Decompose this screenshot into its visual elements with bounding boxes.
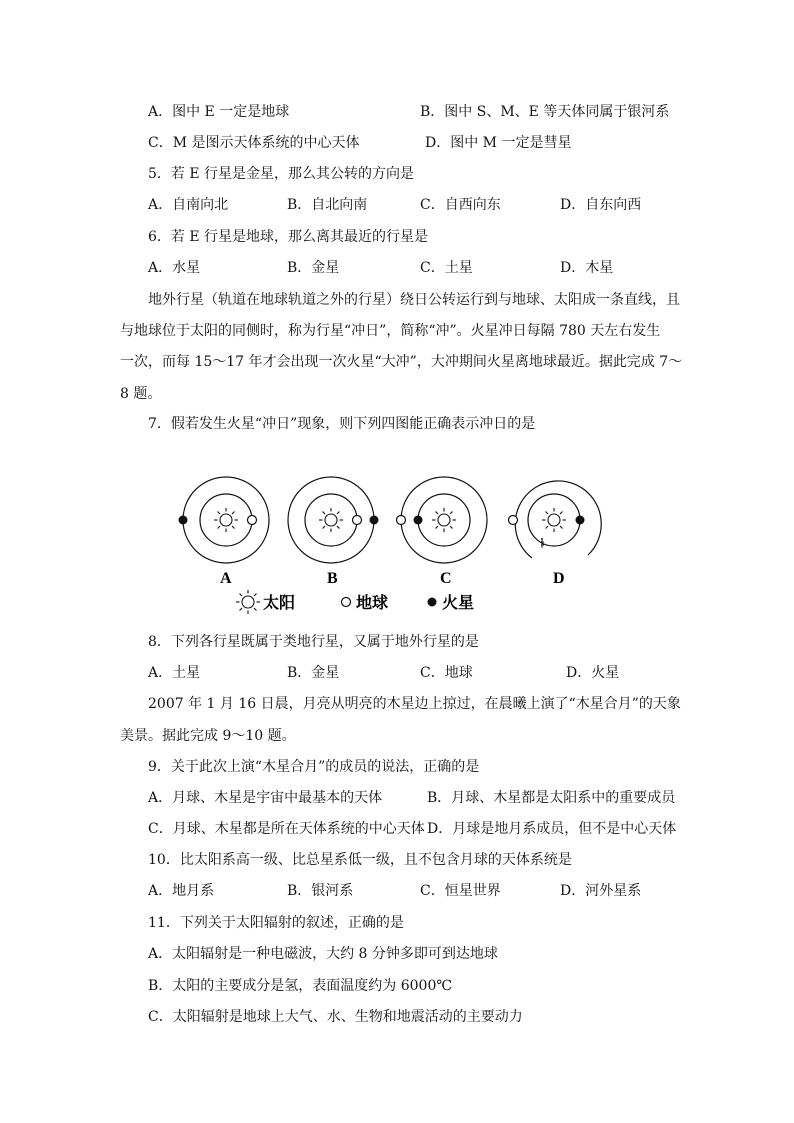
q5-option-d: D．自东向西: [560, 197, 642, 213]
sun-icon: [432, 508, 456, 532]
conjunction-figure: [170, 476, 610, 626]
mars-dot: [370, 516, 379, 525]
q8-option-b: B．金星: [287, 665, 340, 681]
diagram-label-c: C: [440, 570, 452, 587]
legend-sun-icon: [236, 590, 260, 614]
q6-stem: 6．若 E 行星是地球，那么离其最近的行星是: [148, 229, 429, 245]
q9-option-d: D．月球是地月系成员，但不是中心天体: [427, 821, 677, 837]
diagram-d: [509, 481, 602, 587]
q9-option-c: C．月球、木星都是所在天体系统的中心天体: [148, 821, 425, 837]
passage1-line2: 与地球位于太阳的同侧时，称为行星“冲日”，简称“冲”。火星冲日每隔 780 天左右发生: [120, 323, 661, 339]
q8-option-a: A．土星: [148, 665, 201, 681]
q10-option-d: D．河外星系: [560, 883, 642, 899]
legend-mars-icon: [428, 598, 437, 607]
q6-option-a: A．水星: [148, 260, 201, 276]
passage2-line1: 2007 年 1 月 16 日晨，月亮从明亮的木星边上掠过，在晨曦上演了“木星合月”的天象: [148, 696, 681, 712]
q11-option-b: B．太阳的主要成分是氢，表面温度约为 6000℃: [148, 978, 453, 994]
earth-dot: [397, 516, 406, 525]
q5-stem: 5．若 E 行星是金星，那么其公转的方向是: [148, 166, 415, 182]
q10-option-c: C．恒星世界: [420, 883, 501, 899]
q4-option-c: C．M 是图示天体系统的中心天体: [148, 135, 360, 151]
q5-option-a: A．自南向北: [148, 197, 229, 213]
diagram-label-d: D: [553, 570, 565, 587]
legend: [236, 590, 474, 614]
q5-option-b: B．自北向南: [287, 197, 368, 213]
q6-option-b: B．金星: [287, 260, 340, 276]
q6-option-c: C．土星: [420, 260, 473, 276]
legend-earth-icon: [342, 598, 351, 607]
diagram-label-a: A: [220, 570, 232, 587]
q11-option-c: C．太阳辐射是地球上大气、水、生物和地震活动的主要动力: [148, 1009, 523, 1025]
q9-stem: 9．关于此次上演“木星合月”的成员的说法，正确的是: [148, 759, 480, 775]
legend-earth-label: 地球: [356, 595, 389, 612]
earth-orbit: [418, 494, 470, 546]
diagram-c: [397, 477, 488, 587]
diagram-label-b: B: [327, 570, 338, 587]
legend-mars-label: 火星: [442, 595, 475, 612]
diagram-a: [179, 477, 270, 587]
q10-stem: 10．比太阳系高一级、比总星系低一级，且不包含月球的天体系统是: [148, 852, 572, 868]
q7-stem: 7．假若发生火星“冲日”现象，则下列四图能正确表示冲日的是: [148, 416, 536, 432]
q10-option-a: A．地月系: [148, 883, 215, 899]
q10-option-b: B．银河系: [287, 883, 354, 899]
earth-orbit: [305, 494, 357, 546]
earth-orbit: [528, 494, 580, 546]
q6-option-d: D．木星: [560, 260, 614, 276]
q11-stem: 11．下列关于太阳辐射的叙述，正确的是: [148, 915, 404, 931]
q4-option-b: B．图中 S、M、E 等天体同属于银河系: [420, 104, 670, 120]
q4-option-d: D．图中 M 一定是彗星: [425, 135, 572, 151]
q9-option-b: B．月球、木星都是太阳系中的重要成员: [427, 790, 676, 806]
passage1-line1: 地外行星（轨道在地球轨道之外的行星）绕日公转运行到与地球、太阳成一条直线，且: [148, 292, 680, 308]
mars-dot: [414, 516, 423, 525]
mars-dot: [179, 516, 188, 525]
sun-icon: [214, 508, 238, 532]
q4-option-a: A．图中 E 一定是地球: [148, 104, 290, 120]
q8-stem: 8．下列各行星既属于类地行星，又属于地外行星的是: [148, 634, 479, 650]
q8-option-d: D．火星: [566, 665, 620, 681]
legend-sun-label: 太阳: [263, 595, 296, 612]
q5-option-c: C．自西向东: [420, 197, 501, 213]
q8-option-c: C．地球: [420, 665, 473, 681]
earth-orbit: [200, 494, 252, 546]
passage2-line2: 美景。据此完成 9～10 题。: [120, 728, 296, 744]
mars-dot: [576, 516, 585, 525]
sun-icon: [542, 508, 566, 532]
q9-option-a: A．月球、木星是宇宙中最基本的天体: [148, 790, 383, 806]
diagram-b: [288, 477, 379, 587]
q11-option-a: A．太阳辐射是一种电磁波，大约 8 分钟多即可到达地球: [148, 946, 498, 962]
sun-icon: [319, 508, 343, 532]
earth-dot: [509, 516, 518, 525]
passage1-line3: 一次，而每 15～17 年才会出现一次火星“大冲”，大冲期间火星离地球最近。据此完成 7～: [120, 354, 683, 370]
passage1-line4: 8 题。: [120, 386, 162, 402]
earth-dot: [353, 516, 362, 525]
earth-dot: [248, 516, 257, 525]
